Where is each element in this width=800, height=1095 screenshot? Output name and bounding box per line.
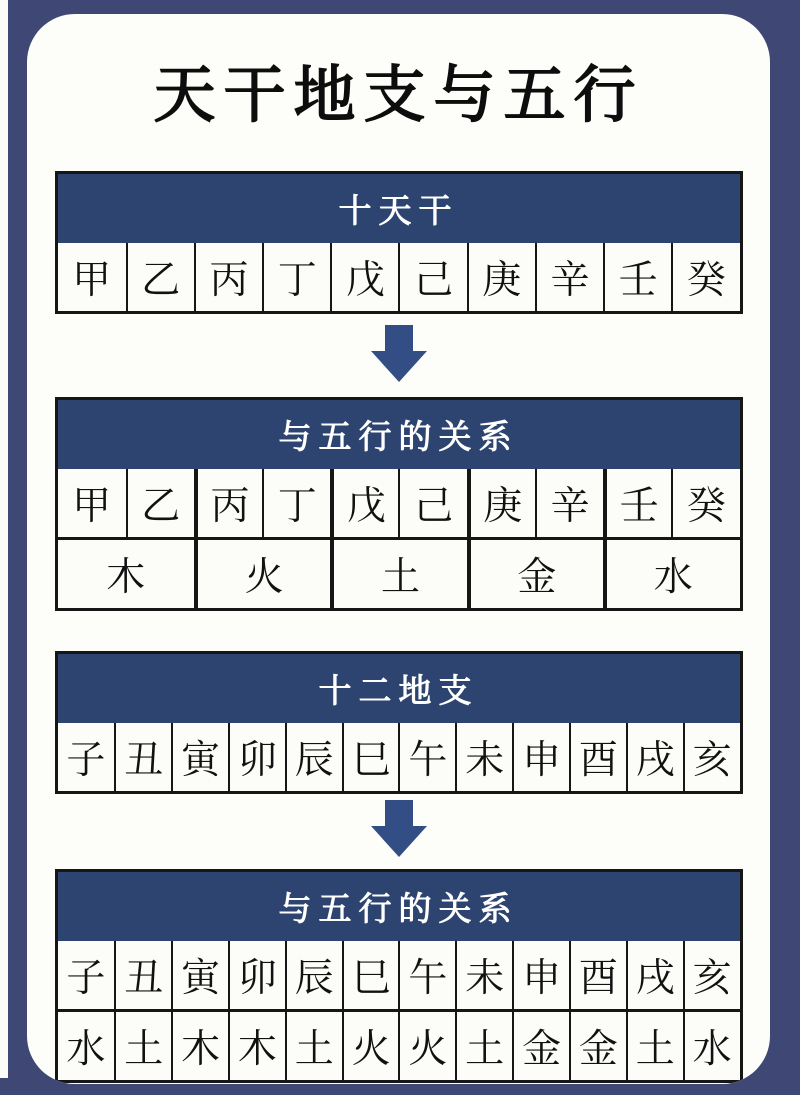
section-header-earthly-branches: 十二地支 <box>58 654 740 723</box>
table-stems-five-elements <box>55 397 743 611</box>
table-cell: 亥 <box>683 941 740 1009</box>
table-cell: 土 <box>285 1012 342 1080</box>
table-earthly-branches <box>55 651 743 794</box>
table-branches-five-elements <box>55 869 743 1083</box>
table-cell: 未 <box>455 941 512 1009</box>
table-cell: 木 <box>58 540 194 608</box>
section-header-stems-elements: 与五行的关系 <box>58 400 740 469</box>
table-cell: 申 <box>512 723 569 791</box>
table-row-earthly-branches <box>58 941 740 1009</box>
table-cell: 癸 <box>671 469 739 537</box>
table-cell: 壬 <box>603 243 671 311</box>
section-header-heavenly-stems: 十天干 <box>58 174 740 243</box>
table-cell: 甲 <box>58 243 126 311</box>
table-cell: 土 <box>626 1012 683 1080</box>
table-cell: 子 <box>58 941 115 1009</box>
table-cell: 水 <box>58 1012 115 1080</box>
left-edge-sliver <box>0 0 8 1078</box>
table-cell: 火 <box>194 540 330 608</box>
table-cell: 酉 <box>569 723 626 791</box>
table-cell: 木 <box>228 1012 285 1080</box>
table-cell: 戊 <box>330 469 398 537</box>
table-cell: 酉 <box>569 941 626 1009</box>
table-cell: 寅 <box>171 941 228 1009</box>
down-arrow-icon <box>27 325 770 382</box>
table-cell: 丁 <box>262 469 330 537</box>
table-cell: 辛 <box>535 243 603 311</box>
table-row-five-elements <box>58 537 740 608</box>
down-arrow-icon <box>27 800 770 857</box>
table-cell: 木 <box>171 1012 228 1080</box>
table-cell: 卯 <box>228 723 285 791</box>
table-cell: 戌 <box>626 941 683 1009</box>
table-cell: 巳 <box>342 941 399 1009</box>
infographic-card <box>27 14 770 1084</box>
table-cell: 丙 <box>194 469 262 537</box>
table-cell: 乙 <box>126 469 194 537</box>
table-cell: 壬 <box>603 469 671 537</box>
table-cell: 戌 <box>626 723 683 791</box>
table-row-heavenly-stems <box>58 469 740 537</box>
table-cell: 火 <box>398 1012 455 1080</box>
section-header-branches-elements: 与五行的关系 <box>58 872 740 941</box>
table-cell: 乙 <box>126 243 194 311</box>
table-cell: 卯 <box>228 941 285 1009</box>
table-cell: 水 <box>683 1012 740 1080</box>
table-cell: 己 <box>398 469 466 537</box>
table-cell: 金 <box>467 540 603 608</box>
table-cell: 土 <box>330 540 466 608</box>
table-body <box>58 243 740 311</box>
table-body <box>58 469 740 608</box>
table-cell: 丙 <box>194 243 262 311</box>
table-cell: 庚 <box>467 469 535 537</box>
table-cell: 子 <box>58 723 115 791</box>
table-body <box>58 941 740 1080</box>
table-cell: 癸 <box>671 243 739 311</box>
table-row-five-elements <box>58 1009 740 1080</box>
table-cell: 土 <box>455 1012 512 1080</box>
table-cell: 申 <box>512 941 569 1009</box>
table-cell: 丑 <box>114 723 171 791</box>
page-title: 天干地支与五行 <box>153 58 644 131</box>
table-row-heavenly-stems <box>58 243 740 311</box>
table-cell: 金 <box>569 1012 626 1080</box>
table-cell: 金 <box>512 1012 569 1080</box>
table-cell: 辰 <box>285 941 342 1009</box>
table-cell: 丑 <box>114 941 171 1009</box>
table-cell: 庚 <box>467 243 535 311</box>
table-cell: 辛 <box>535 469 603 537</box>
table-cell: 火 <box>342 1012 399 1080</box>
table-cell: 丁 <box>262 243 330 311</box>
table-cell: 辰 <box>285 723 342 791</box>
table-cell: 巳 <box>342 723 399 791</box>
table-row-earthly-branches <box>58 723 740 791</box>
table-cell: 戊 <box>330 243 398 311</box>
table-cell: 土 <box>114 1012 171 1080</box>
table-cell: 午 <box>398 723 455 791</box>
table-heavenly-stems <box>55 171 743 314</box>
table-cell: 亥 <box>683 723 740 791</box>
table-cell: 水 <box>603 540 739 608</box>
table-cell: 甲 <box>58 469 126 537</box>
table-cell: 寅 <box>171 723 228 791</box>
table-body <box>58 723 740 791</box>
table-cell: 己 <box>398 243 466 311</box>
table-cell: 午 <box>398 941 455 1009</box>
table-cell: 未 <box>455 723 512 791</box>
